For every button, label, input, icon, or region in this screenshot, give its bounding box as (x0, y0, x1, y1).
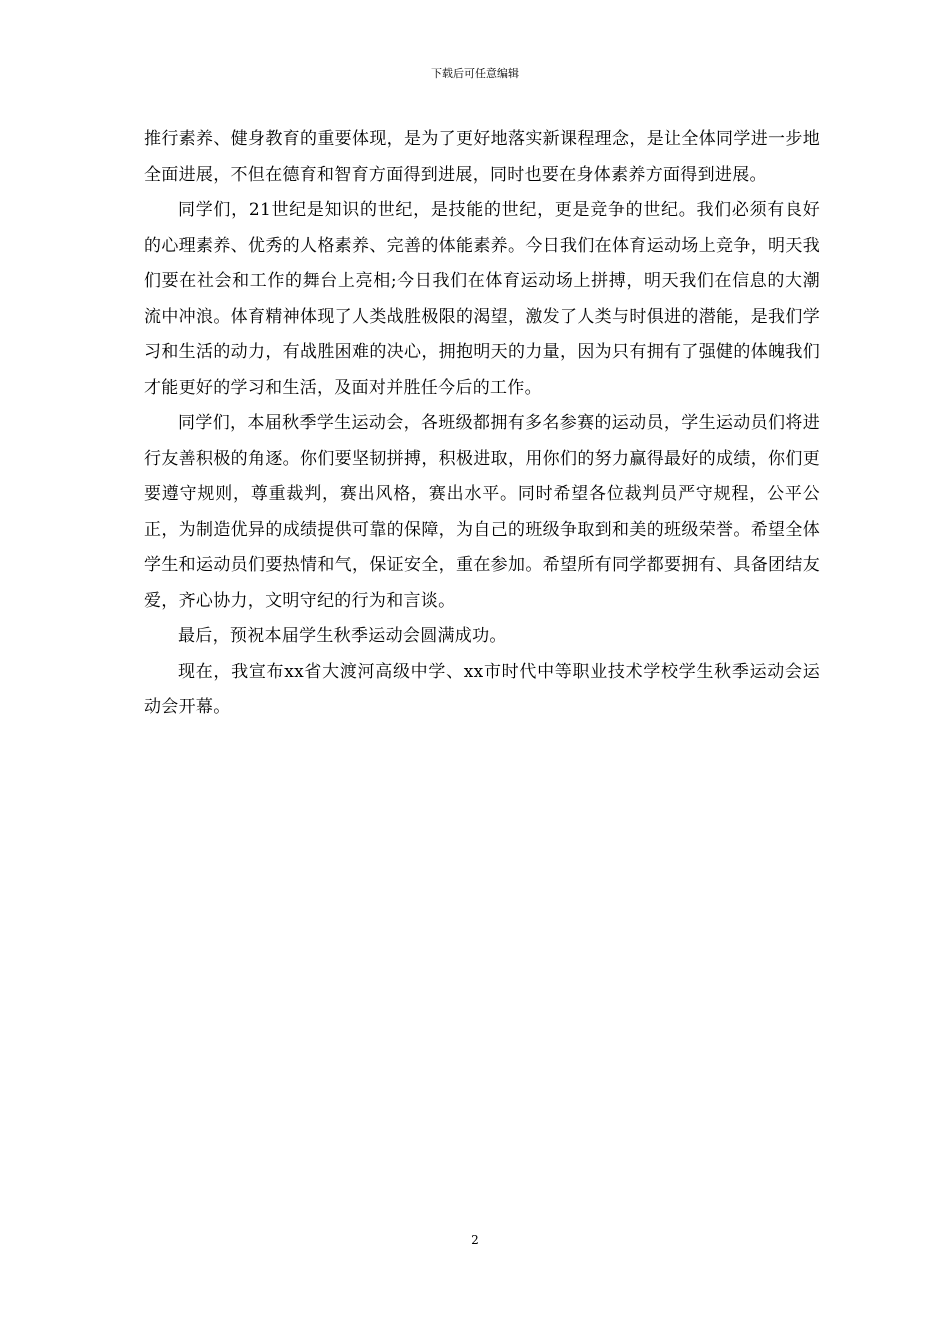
paragraph-3: 同学们，本届秋季学生运动会，各班级都拥有多名参赛的运动员，学生运动员们将进行友善积极的角逐。你们要坚韧拼搏，积极进取，用你们的努力赢得最好的成绩，你们更要遵守规则，尊重裁判，赛出风格，赛出水平。同时希望各位裁判员严守规程，公平公正，为制造优异的成绩提供可靠的保障，为自己的班级争取到和美的班级荣誉。希望全体学生和运动员们要热情和气，保证安全，重在参加。希望所有同学都要拥有、具备团结友爱，齐心协力，文明守纪的行为和言谈。 (144, 413, 820, 611)
paragraph-4: 最后，预祝本届学生秋季运动会圆满成功。 (178, 626, 507, 646)
paragraph-2: 同学们，21世纪是知识的世纪，是技能的世纪，更是竞争的世纪。我们必须有良好的心理素养、优秀的人格素养、完善的体能素养。今日我们在体育运动场上竞争，明天我们要在社会和工作的舞台上亮相;今日我们在体育运动场上拼搏，明天我们在信息的大潮流中冲浪。体育精神体现了人类战胜极限的渴望，激发了人类与时俱进的潜能，是我们学习和生活的动力，有战胜困难的决心，拥抱明天的力量，因为只有拥有了强健的体魄我们才能更好的学习和生活，及面对并胜任今后的工作。 (144, 200, 820, 398)
document-body (144, 122, 820, 726)
paragraph-5: 现在，我宣布xx省大渡河高级中学、xx市时代中等职业技术学校学生秋季运动会运动会开幕。 (144, 661, 820, 717)
paragraph-1: 推行素养、健身教育的重要体现，是为了更好地落实新课程理念，是让全体同学进一步地全面进展，不但在德育和智育方面得到进展，同时也要在身体素养方面得到进展。 (144, 129, 820, 185)
page-number: 2 (471, 1233, 479, 1247)
page-header: 下载后可任意编辑 (431, 67, 519, 80)
